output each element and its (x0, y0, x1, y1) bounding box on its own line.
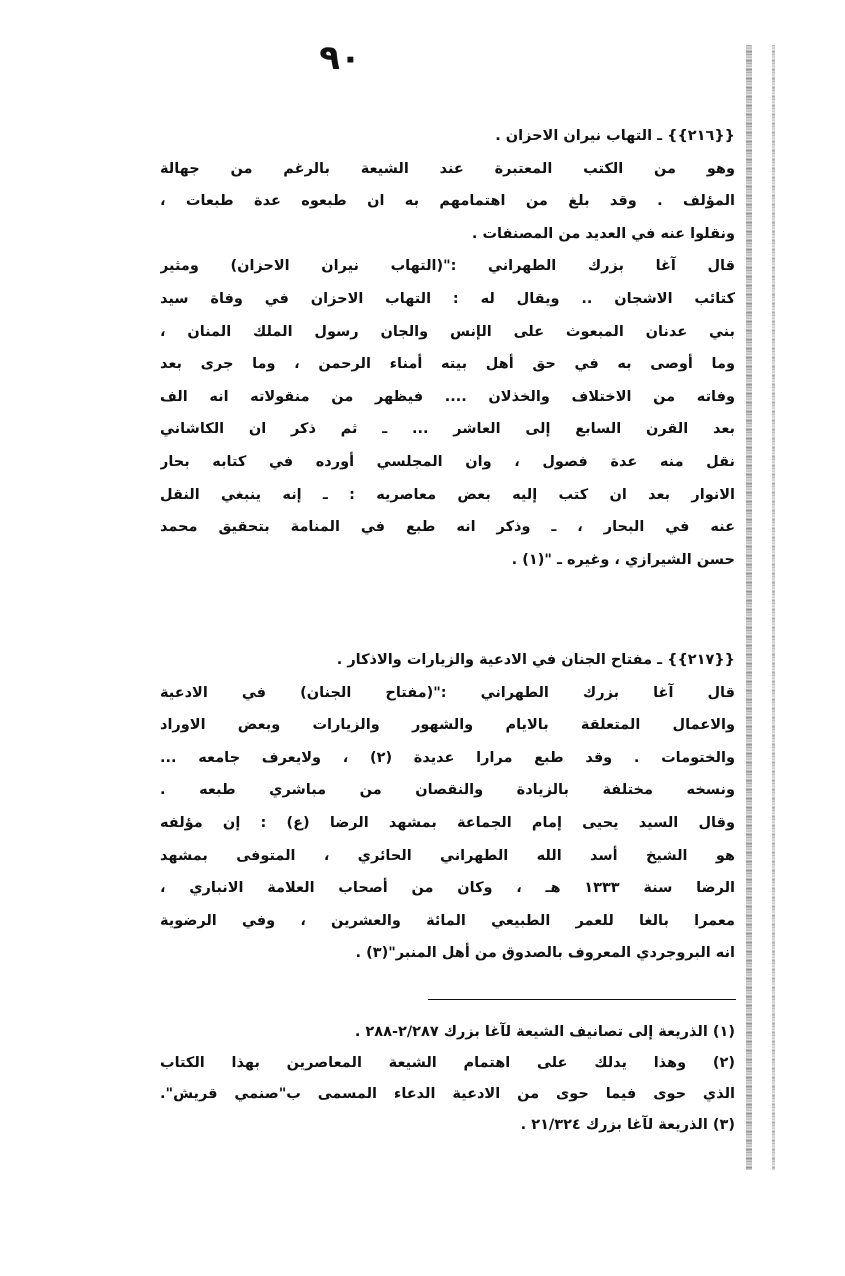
text-line: نقل منه عدة فصول ، وان المجلسي أورده في كتابه بحار (160, 453, 735, 470)
text-line: عنه في البحار ، ـ وذكر انه طبع في المنامة بتحقيق محمد (160, 519, 735, 536)
text-line: وفاته من الاختلاف والخذلان .... فيظهر من منقولاته انه الف (160, 388, 735, 405)
text-line: قال آغا بزرك الطهراني :"(مفتاح الجنان) في الادعية (160, 684, 735, 701)
text-line: انه البروجردي المعروف بالصدوق من أهل المنبر"(٣) . (355, 945, 735, 962)
text-line: والاعمال المتعلقة بالايام والشهور والزيارات وبعض الاوراد (160, 717, 735, 734)
text-line: بني عدنان المبعوث على الإنس والجان رسول الملك المنان ، (160, 323, 735, 340)
text-line: وما أوصى به في حق أهل بيته أمناء الرحمن ، وما جرى بعد (160, 356, 735, 373)
scan-binding-edge (746, 45, 752, 1170)
text-line: وهو من الكتب المعتبرة عند الشيعة بالرغم من جهالة (160, 160, 735, 177)
entry-217 (160, 644, 735, 970)
text-line: والختومات . وقد طبع مرارا عديدة (٢) ، ولايعرف جامعه ... (160, 749, 735, 766)
footnotes (160, 1017, 735, 1141)
text-line: هو الشيخ أسد الله الطهراني الحائري ، المتوفى بمشهد (160, 847, 735, 864)
footnote: (٣) الذريعة لآغا بزرك ٢١/٣٢٤ . (520, 1117, 735, 1133)
text-line: حسن الشيرازي ، وغيره ـ "(١) . (511, 551, 735, 568)
text-line: وقال السيد يحيى إمام الجماعة بمشهد الرضا (ع) : إن مؤلفه (160, 814, 735, 831)
entry-heading: {{٢١٦}} ـ التهاب نيران الاحزان . (495, 128, 735, 144)
text-line: المؤلف . وقد بلغ من اهتمامهم به ان طبعوه عدة طبعات ، (160, 193, 735, 210)
entry-216 (160, 120, 735, 576)
text-line: الرضا سنة ١٣٣٣ هـ ، وكان من أصحاب العلامة الانباري ، (160, 880, 735, 897)
footnote: (٢) وهذا يدلك على اهتمام الشيعة المعاصرين بهذا الكتاب (160, 1055, 735, 1071)
footnote-divider (428, 999, 736, 1000)
text-line: معمرا بالغا للعمر الطبيعي المائة والعشرين ، وفي الرضوية (160, 912, 735, 929)
text-line: كتائب الاشجان .. ويقال له : التهاب الاحزان في وفاة سيد (160, 290, 735, 307)
text-line: ونسخه مختلفة بالزيادة والنقصان من مباشري طبعه . (160, 782, 735, 799)
text-line: ونقلوا عنه في العديد من المصنفات . (471, 225, 735, 242)
text-line: قال آغا بزرك الطهراني :"(التهاب نيران الاحزان) ومثير (160, 258, 735, 275)
footnote: الذي حوى فيما حوى من الادعية الدعاء المسمى ب"صنمي قريش". (160, 1086, 735, 1102)
text-line: الانوار بعد ان كتب إليه بعض معاصريه : ـ إنه ينبغي النقل (160, 486, 735, 503)
text-line: بعد القرن السابع إلى العاشر ... ـ ثم ذكر ان الكاشاني (160, 421, 735, 438)
page-number: ٩٠ (319, 38, 361, 78)
footnote: (١) الذريعة إلى تصانيف الشيعة لآغا بزرك ٢/٢٨٧-٢٨٨ . (354, 1024, 735, 1040)
scan-binding-edge (772, 45, 775, 1170)
entry-heading: {{٢١٧}} ـ مفتاح الجنان في الادعية والزيارات والاذكار . (336, 652, 735, 668)
